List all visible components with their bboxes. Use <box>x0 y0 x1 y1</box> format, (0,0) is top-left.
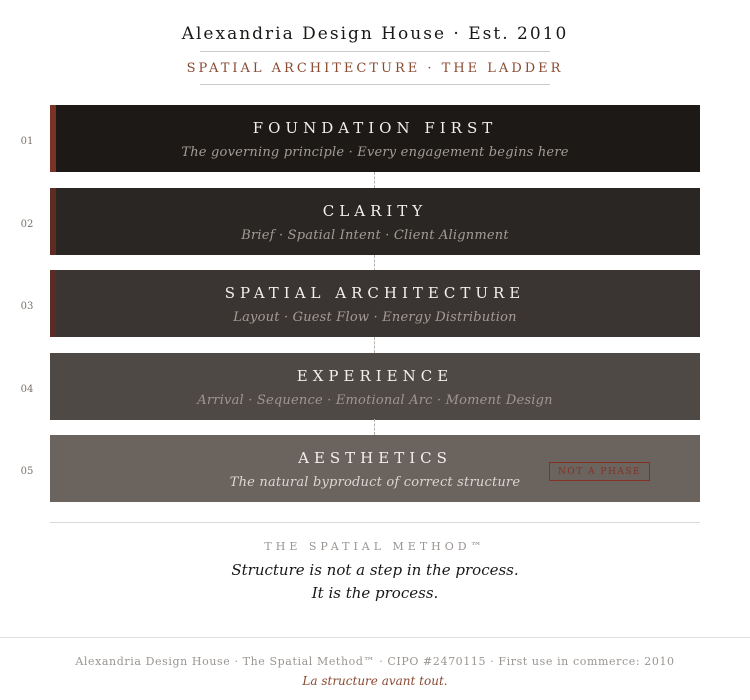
footer-tagline: La structure avant tout. <box>302 674 448 688</box>
rung-accent-bar <box>50 188 56 255</box>
header-divider-top <box>200 51 550 52</box>
method-quote-line-1: Structure is not a step in the process. <box>231 561 519 579</box>
rung-spatial-architecture <box>50 270 700 337</box>
brand-title: Alexandria Design House · Est. 2010 <box>181 24 569 44</box>
rung-accent-bar <box>50 105 56 172</box>
rung-caption: The natural byproduct of correct structure <box>229 475 521 490</box>
header-divider-bottom <box>200 84 550 85</box>
rung-title: EXPERIENCE <box>296 367 454 385</box>
section-divider <box>50 522 700 523</box>
rung-number: 05 <box>20 466 34 477</box>
not-a-phase-badge: NOT A PHASE <box>549 462 650 481</box>
rung-connector <box>374 255 375 271</box>
rung-caption: Arrival · Sequence · Emotional Arc · Moment Design <box>197 393 553 408</box>
rung-experience <box>50 353 700 420</box>
rung-number: 04 <box>20 384 34 395</box>
rung-number: 02 <box>20 219 34 230</box>
rung-title: AESTHETICS <box>298 449 452 467</box>
rung-title: CLARITY <box>322 202 428 220</box>
footer-divider <box>0 637 750 638</box>
rung-title: SPATIAL ARCHITECTURE <box>224 284 526 302</box>
rung-number: 03 <box>20 301 34 312</box>
rung-foundation-first <box>50 105 700 172</box>
rung-caption: The governing principle · Every engagement begins here <box>181 145 569 160</box>
rung-accent-bar <box>50 435 56 502</box>
rung-accent-bar <box>50 353 56 420</box>
rung-caption: Brief · Spatial Intent · Client Alignment <box>241 228 509 243</box>
rung-number: 01 <box>20 136 34 147</box>
rung-clarity <box>50 188 700 255</box>
rung-connector <box>374 419 375 435</box>
rung-title: FOUNDATION FIRST <box>252 119 498 137</box>
footer-credits: Alexandria Design House · The Spatial Method™ · CIPO #2470115 · First use in commerce: 2010 <box>75 655 675 668</box>
brand-subtitle: SPATIAL ARCHITECTURE · THE LADDER <box>186 61 564 76</box>
rung-accent-bar <box>50 270 56 337</box>
rung-caption: Layout · Guest Flow · Energy Distribution <box>233 310 517 325</box>
rung-connector <box>374 172 375 188</box>
rung-connector <box>374 337 375 353</box>
method-quote-line-2: It is the process. <box>311 584 439 602</box>
method-label: THE SPATIAL METHOD™ <box>264 540 486 553</box>
